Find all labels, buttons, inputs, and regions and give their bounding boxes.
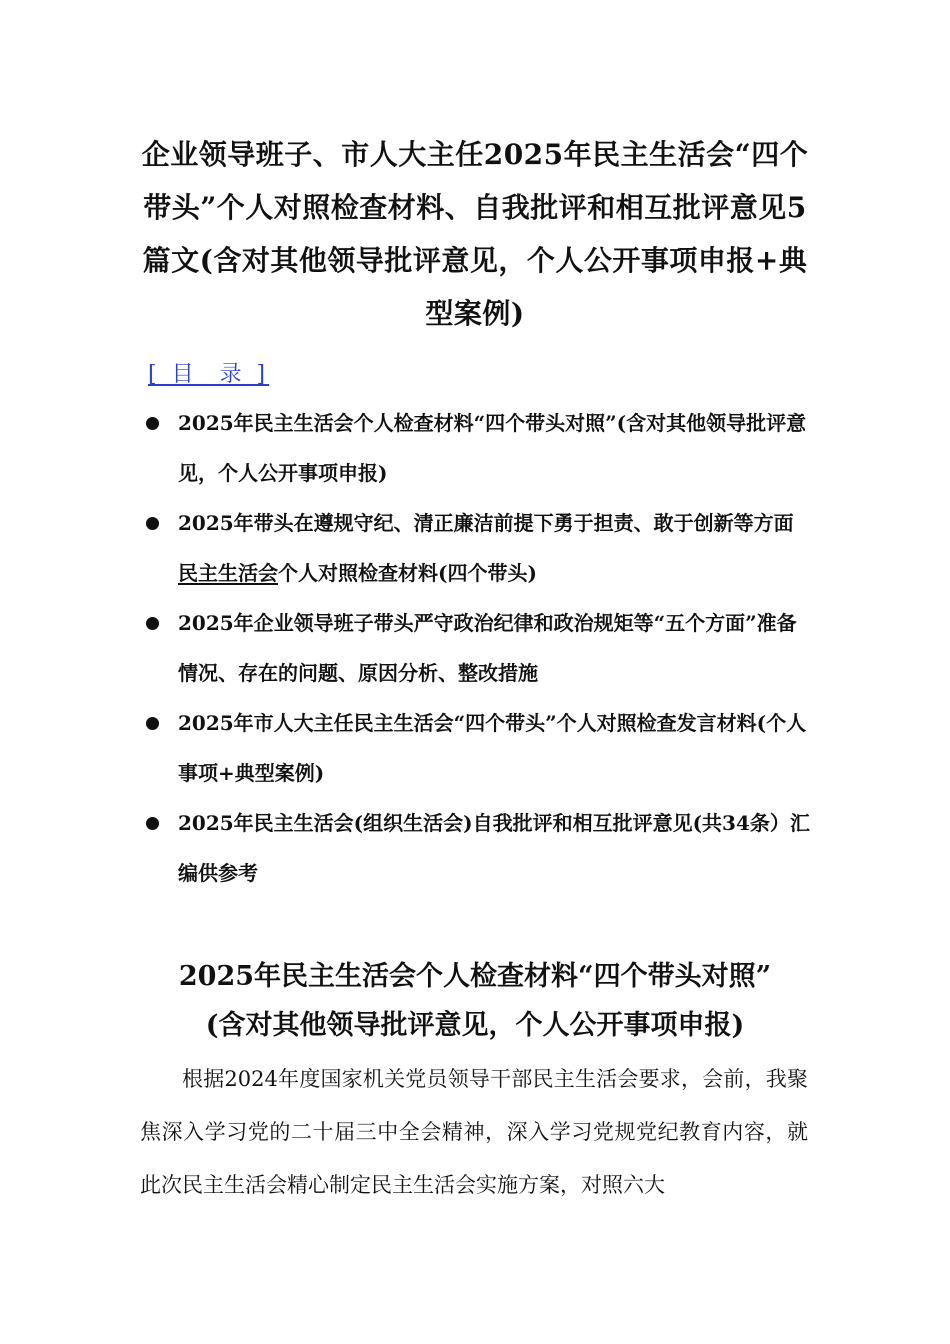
bullet-icon bbox=[146, 617, 159, 630]
toc-item-text-before: 2025年带头在遵规守纪、清正廉洁前提下勇于担责、敢于创新等方面 bbox=[178, 511, 794, 535]
document-title: 企业领导班子、市人大主任2025年民主生活会“四个带头”个人对照检查材料、自我批评和相互批评意见5篇文(含对其他领导批评意见，个人公开事项申报+典型案例) bbox=[141, 138, 809, 330]
toc-item-1[interactable] bbox=[140, 398, 812, 498]
toc-item-2[interactable] bbox=[140, 498, 812, 598]
toc-heading-link[interactable]: [ 目 录 ] bbox=[148, 362, 270, 387]
toc-item-text-after: 个人对照检查材料(四个带头) bbox=[278, 561, 537, 585]
toc-item-4[interactable] bbox=[140, 698, 812, 798]
bullet-icon bbox=[146, 417, 159, 430]
toc-item-text: 2025年民主生活会个人检查材料“四个带头对照”(含对其他领导批评意见，个人公开事项申报) bbox=[178, 411, 807, 485]
toc-item-text: 2025年民主生活会(组织生活会)自我批评和相互批评意见(共34条）汇编供参考 bbox=[178, 811, 810, 885]
bullet-icon bbox=[146, 717, 159, 730]
section-title-line-2: (含对其他领导批评意见，个人公开事项申报) bbox=[205, 1010, 745, 1041]
toc-item-5[interactable] bbox=[140, 798, 812, 898]
toc-list bbox=[140, 398, 812, 898]
body-paragraph: 根据2024年度国家机关党员领导干部民主生活会要求，会前，我聚焦深入学习党的二十届三中全会精神，深入学习党规党纪教育内容，就此次民主生活会精心制定民主生活会实施方案，对照六大 bbox=[140, 1067, 808, 1197]
toc-item-text: 2025年市人大主任民主生活会“四个带头”个人对照检查发言材料(个人事项+典型案例) bbox=[178, 711, 807, 785]
toc-item-text-underlined: 民主生活会 bbox=[178, 561, 278, 585]
bullet-icon bbox=[146, 517, 159, 530]
section-title-line-1: 2025年民主生活会个人检查材料“四个带头对照” bbox=[178, 961, 772, 992]
toc-item-text: 2025年企业领导班子带头严守政治纪律和政治规矩等“五个方面”准备情况、存在的问题、原因分析、整改措施 bbox=[178, 611, 797, 685]
bullet-icon bbox=[146, 817, 159, 830]
section-title bbox=[140, 952, 810, 1050]
toc-item-3[interactable] bbox=[140, 598, 812, 698]
